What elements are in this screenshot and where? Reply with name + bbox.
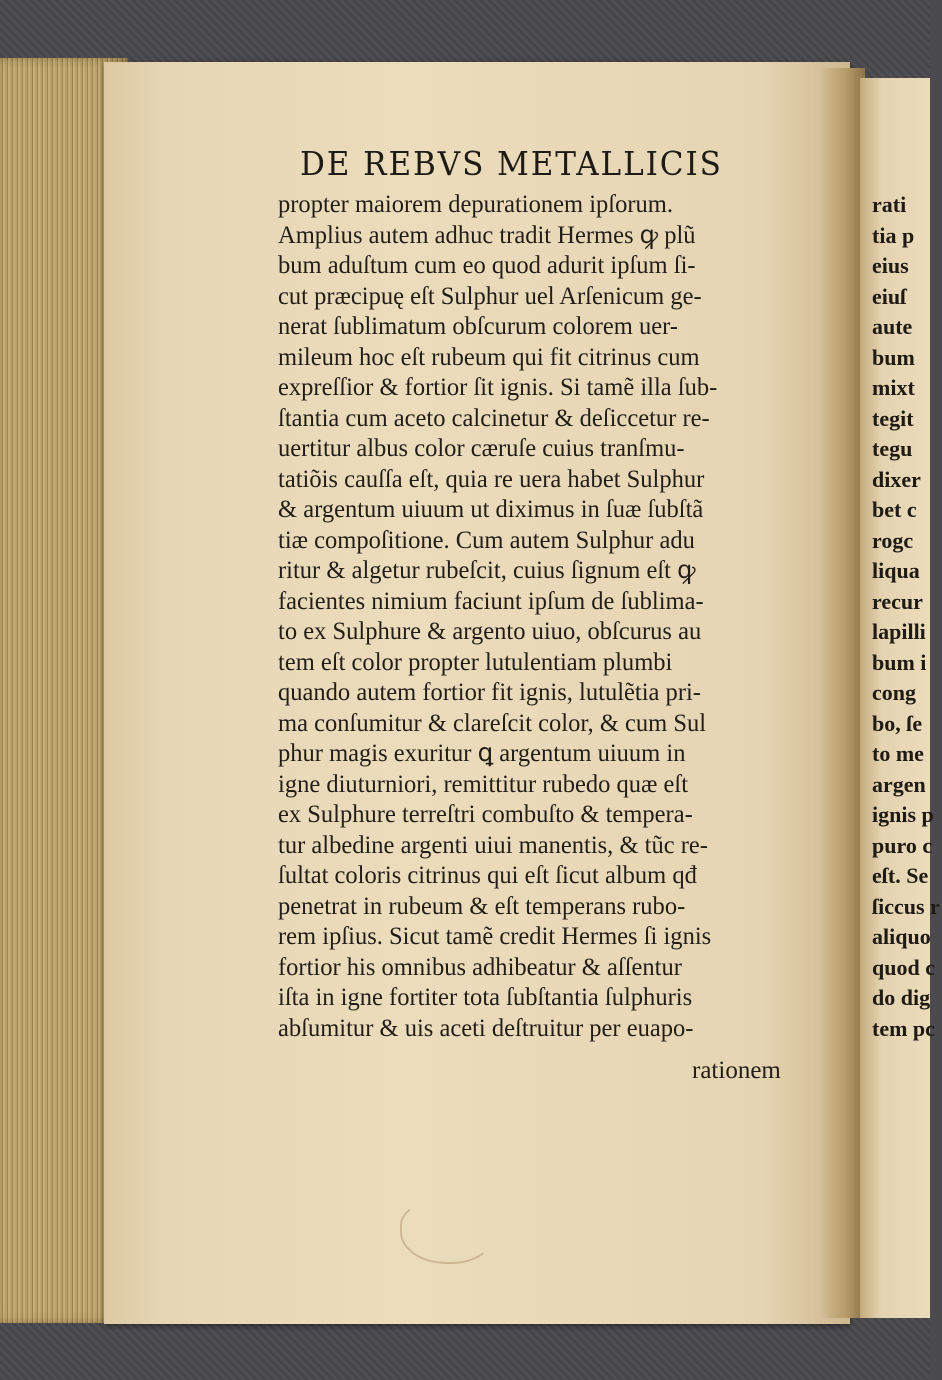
text-line: ſtantia cum aceto calcinetur & deſiccetur re- xyxy=(278,404,710,432)
text-line: tem eſt color propter lutulentiam plumbi xyxy=(278,648,673,676)
right-text-line: eius xyxy=(872,253,909,278)
right-text-line: bum i xyxy=(872,649,927,675)
text-line: cut præcipuę eſt Sulphur uel Arſenicum ge- xyxy=(278,282,702,310)
text-line: nerat ſublimatum obſcurum colorem uer- xyxy=(278,313,678,340)
text-line: phur magis exuritur ꝗ argentum uiuum in xyxy=(278,740,686,767)
text-line: ex Sulphure terreſtri combuſto & tempera- xyxy=(278,801,693,828)
right-text-line: liqua xyxy=(872,558,920,583)
right-text-line: to me xyxy=(872,741,924,766)
right-text-line: puro c xyxy=(872,832,933,858)
text-line: penetrat in rubeum & eſt temperans rubo- xyxy=(278,892,686,920)
text-line: Amplius autem adhuc tradit Hermes ꝙ plũ xyxy=(278,221,696,249)
right-text-line: rogc xyxy=(872,527,914,553)
body-text xyxy=(278,190,818,1044)
text-line: ma conſumitur & clareſcit color, & cum Sul xyxy=(278,709,707,737)
right-text-line: tegu xyxy=(872,436,913,461)
text-line: propter maiorem depurationem ipſorum. xyxy=(278,191,674,218)
text-line: rem ipſius. Sicut tamẽ credit Hermes ſi ignis xyxy=(278,923,712,950)
right-text-line: quod c xyxy=(872,954,935,980)
text-line: mileum hoc eſt rubeum qui fit citrinus cum xyxy=(278,343,700,371)
text-line: tur albedine argenti uiui manentis, & tũc re- xyxy=(278,831,708,859)
text-line: igne diuturniori, remittitur rubedo quæ eſt xyxy=(278,770,689,798)
right-text-line: bet c xyxy=(872,497,917,522)
text-line: to ex Sulphure & argento uiuo, obſcurus au xyxy=(278,618,702,645)
text-line: tiæ compoſitione. Cum autem Sulphur adu xyxy=(278,526,695,554)
right-text-line: do dig xyxy=(872,985,931,1010)
text-line: & argentum uiuum ut diximus in ſuæ ſubſtã xyxy=(278,496,704,523)
running-header: DE REBVS METALLICIS xyxy=(300,144,723,183)
right-text-line: tia p xyxy=(872,222,915,248)
right-text-line: tegit xyxy=(872,405,914,431)
text-line: uertitur albus color cæruſe cuius tranſmu- xyxy=(278,435,685,462)
right-text-line: cong xyxy=(872,680,916,705)
text-line: fortior his omnibus adhibeatur & aſſentur xyxy=(278,953,682,981)
text-line: ſultat coloris citrinus qui eſt ſicut album qđ xyxy=(278,862,697,889)
text-line: facientes nimium faciunt ipſum de ſublima- xyxy=(278,587,704,615)
book-gutter xyxy=(820,68,865,1318)
text-line: abſumitur & uis aceti deſtruitur per euapo- xyxy=(278,1014,694,1042)
right-text-line: rati xyxy=(872,192,907,217)
text-line: iſta in igne fortiter tota ſubſtantia ſulphuris xyxy=(278,984,693,1011)
right-text-line: recur xyxy=(872,588,923,614)
catchword: rationem xyxy=(692,1057,781,1084)
right-text-line: aute xyxy=(872,314,913,339)
right-text-line: bo, ſe xyxy=(872,710,923,736)
text-line: quando autem fortior fit ignis, lutulẽtia pri- xyxy=(278,679,701,706)
text-line: expreſſior & fortior ſit ignis. Si tamẽ illa ſub- xyxy=(278,374,718,401)
right-text-line: eiuſ xyxy=(872,283,907,309)
right-text-line: ſiccus r xyxy=(872,893,940,919)
right-text-line: ignis p xyxy=(872,802,934,827)
right-text-line: dixer xyxy=(872,466,921,492)
text-line: ritur & algetur rubeſcit, cuius ſignum eſt ꝙ xyxy=(278,557,696,584)
text-line: tatiõis cauſſa eſt, quia re uera habet Sulphur xyxy=(278,465,705,493)
right-text-line: bum xyxy=(872,344,915,370)
right-text-line: tem pc xyxy=(872,1015,935,1041)
right-text-line: aliquo xyxy=(872,924,931,949)
right-page-text xyxy=(872,190,942,1044)
right-text-line: mixt xyxy=(872,375,915,400)
text-line: bum aduſtum cum eo quod adurit ipſum ſi- xyxy=(278,252,696,279)
right-text-line: eſt. Se xyxy=(872,863,929,888)
right-text-line: argen xyxy=(872,771,926,797)
right-text-line: lapilli xyxy=(872,619,926,644)
right-page xyxy=(860,78,940,1318)
